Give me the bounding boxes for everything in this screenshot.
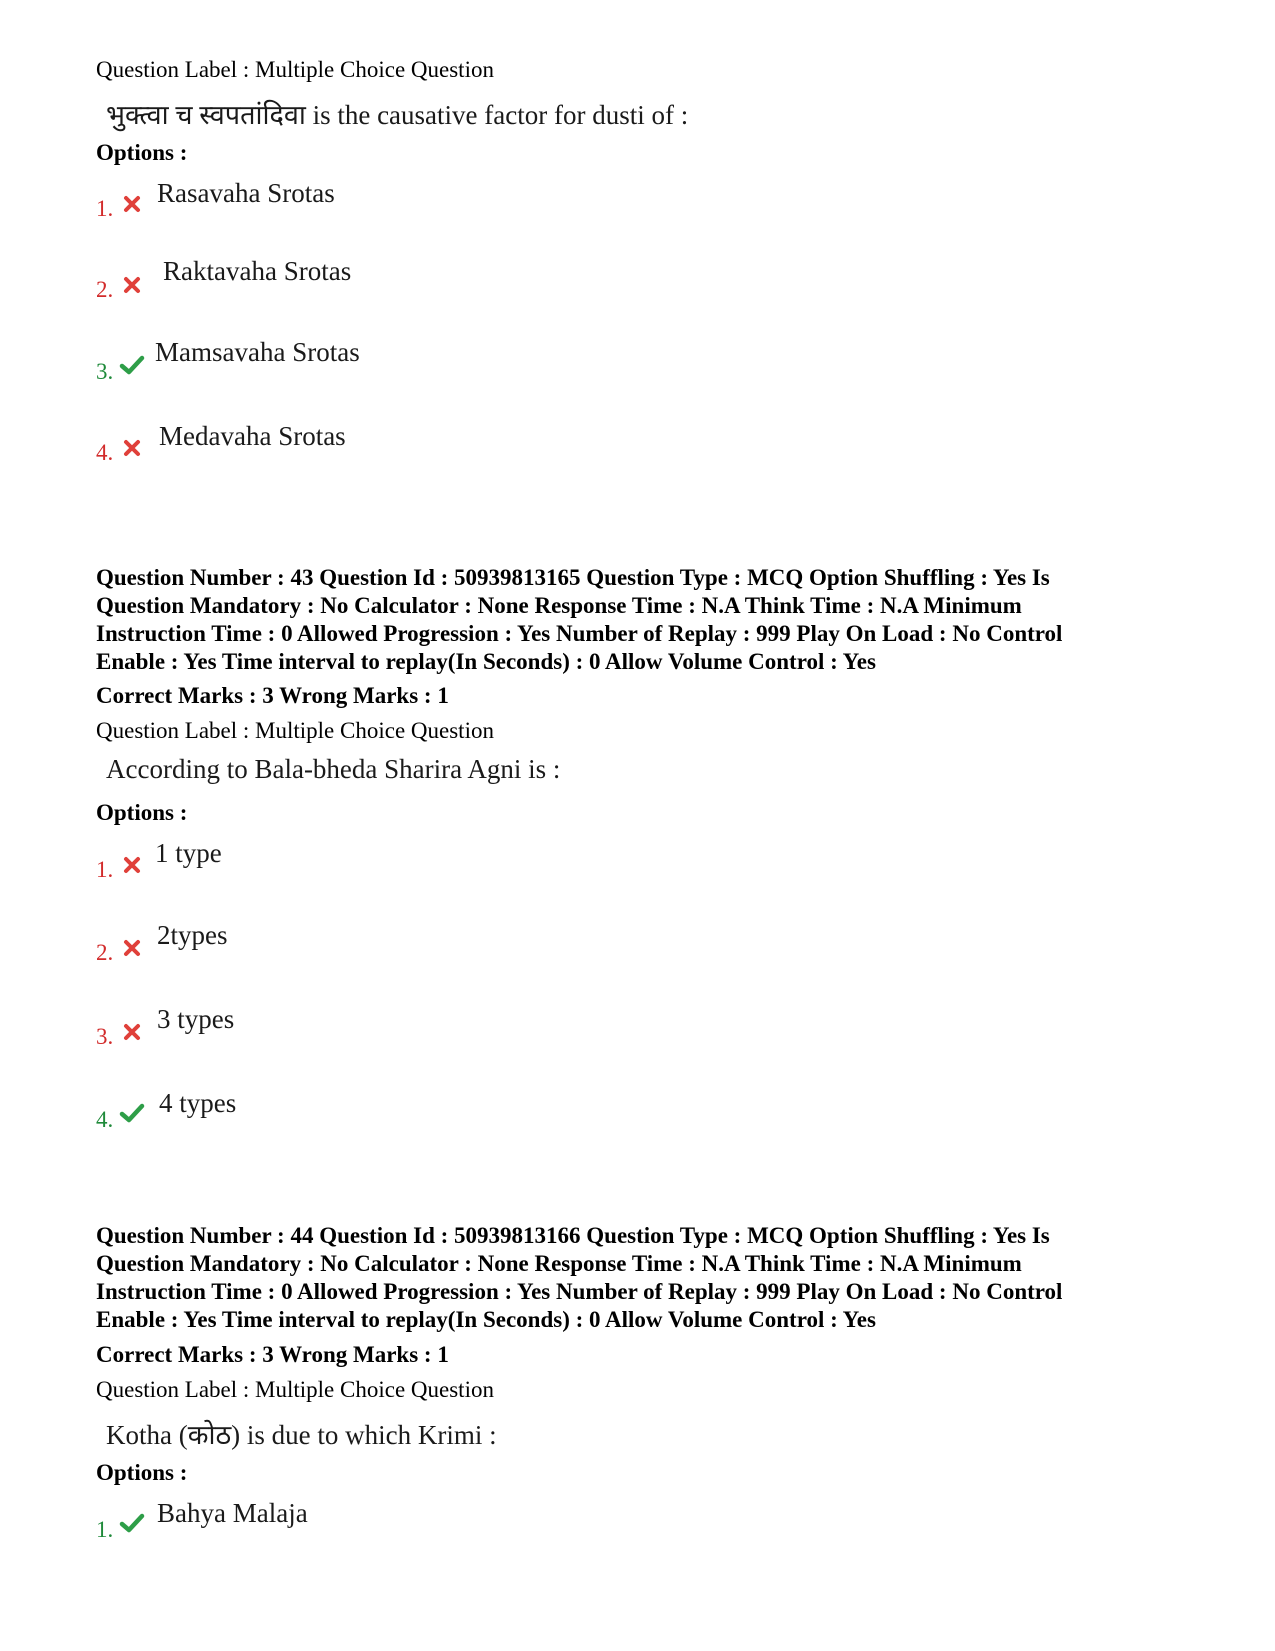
options-heading: Options : [96, 140, 188, 165]
option-number: 2. [96, 940, 114, 965]
option-text: 3 types [157, 1004, 235, 1034]
question-label: Question Label : Multiple Choice Question [96, 1377, 494, 1402]
meta-line: Enable : Yes Time interval to replay(In Seconds) : 0 Allow Volume Control : Yes [96, 1307, 876, 1332]
meta-line: Instruction Time : 0 Allowed Progression : Yes Number of Replay : 999 Play On Load : No Control [96, 1279, 1063, 1304]
cross-icon [119, 193, 145, 215]
option-text: Medavaha Srotas [159, 421, 346, 451]
options-heading: Options : [96, 800, 188, 825]
option-text: 4 types [159, 1088, 237, 1118]
option-number: 3. [96, 1024, 114, 1049]
option-number: 1. [96, 196, 114, 221]
check-icon [119, 1512, 145, 1534]
cross-icon [119, 854, 145, 876]
meta-line: Question Mandatory : No Calculator : None Response Time : N.A Think Time : N.A Minimum [96, 1251, 1022, 1276]
option-number: 2. [96, 277, 114, 302]
meta-line: Enable : Yes Time interval to replay(In Seconds) : 0 Allow Volume Control : Yes [96, 649, 876, 674]
option-number: 1. [96, 857, 114, 882]
meta-line: Question Number : 44 Question Id : 50939813166 Question Type : MCQ Option Shuffling : Yes Is [96, 1223, 1050, 1248]
cross-icon [119, 937, 145, 959]
meta-line: Question Mandatory : No Calculator : None Response Time : N.A Think Time : N.A Minimum [96, 593, 1022, 618]
option-text: Bahya Malaja [157, 1498, 308, 1528]
option-number: 3. [96, 359, 114, 384]
cross-icon [119, 1021, 145, 1043]
meta-line: Instruction Time : 0 Allowed Progression : Yes Number of Replay : 999 Play On Load : No Control [96, 621, 1063, 646]
option-text: Raktavaha Srotas [163, 256, 352, 286]
option-text: Rasavaha Srotas [157, 178, 335, 208]
check-icon [119, 354, 145, 376]
question-label: Question Label : Multiple Choice Question [96, 57, 494, 82]
question-meta [96, 1222, 1206, 1334]
marks-info: Correct Marks : 3 Wrong Marks : 1 [96, 683, 449, 708]
check-icon [119, 1102, 145, 1124]
option-number: 4. [96, 440, 114, 465]
options-heading: Options : [96, 1460, 188, 1485]
meta-line: Question Number : 43 Question Id : 50939813165 Question Type : MCQ Option Shuffling : Yes Is [96, 565, 1050, 590]
question-text: भुक्त्वा च स्वपतांदिवा is the causative factor for dusti of : [106, 100, 689, 130]
option-text: Mamsavaha Srotas [155, 337, 360, 367]
question-text: According to Bala-bheda Sharira Agni is : [106, 754, 561, 784]
option-text: 2types [157, 920, 228, 950]
option-number: 4. [96, 1107, 114, 1132]
marks-info: Correct Marks : 3 Wrong Marks : 1 [96, 1342, 449, 1367]
option-number: 1. [96, 1517, 114, 1542]
cross-icon [119, 437, 145, 459]
question-text: Kotha (कोठ) is due to which Krimi : [106, 1420, 497, 1450]
option-text: 1 type [155, 838, 222, 868]
question-label: Question Label : Multiple Choice Question [96, 718, 494, 743]
cross-icon [119, 274, 145, 296]
question-meta [96, 564, 1206, 676]
